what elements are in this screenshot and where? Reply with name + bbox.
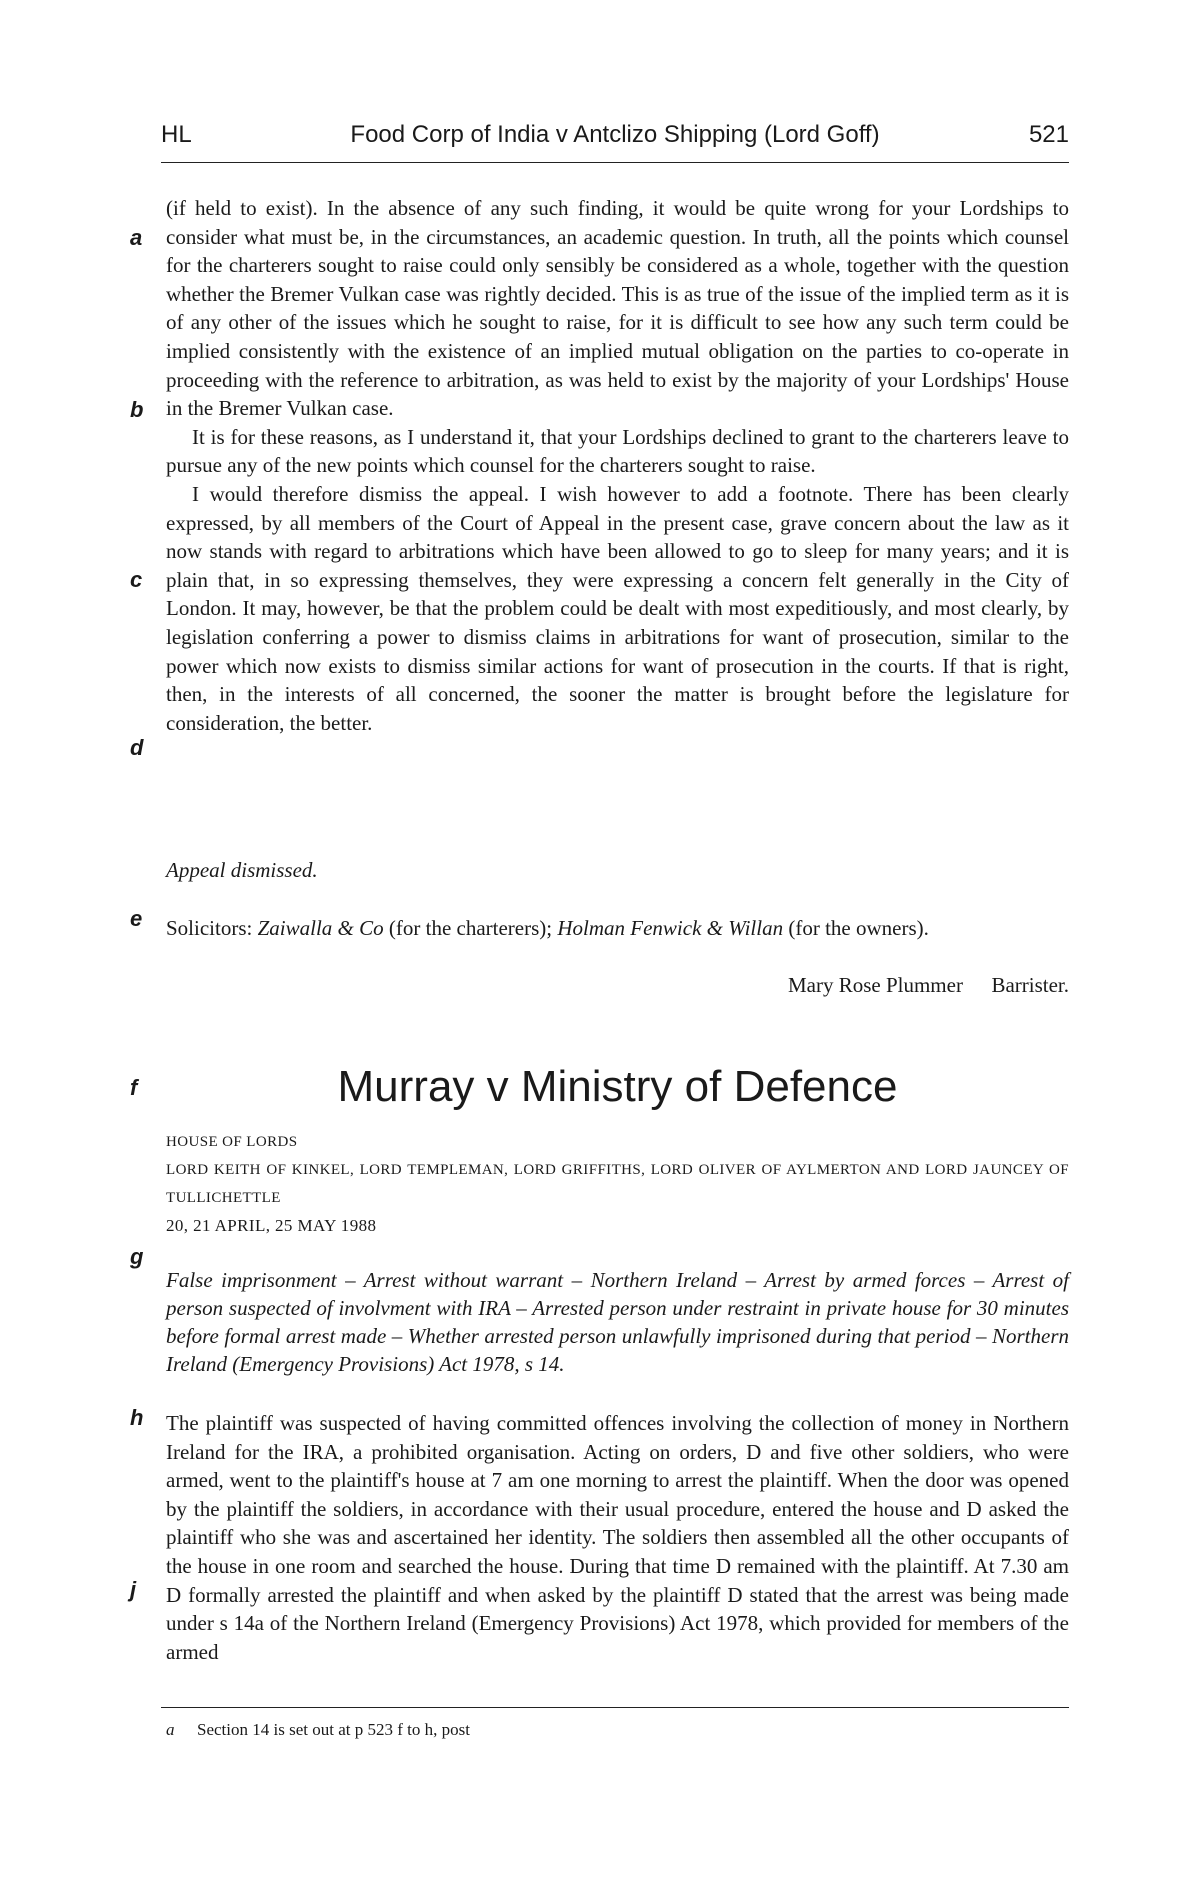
solicitors-line (166, 914, 1069, 943)
judgment-text (166, 194, 1069, 737)
margin-letter-h: h (130, 1405, 144, 1430)
solicitors-label: Solicitors: (166, 916, 253, 940)
footnote-text: Section 14 is set out at p 523 f to h, post (197, 1720, 470, 1739)
reporter-title: Barrister. (991, 973, 1069, 997)
hearing-dates: 20, 21 APRIL, 25 MAY 1988 (166, 1216, 377, 1235)
case-title: Murray v Ministry of Defence (337, 1062, 898, 1111)
running-header (161, 121, 1069, 163)
solicitor-role-charterers: (for the charterers); (388, 916, 553, 940)
catchwords-text: False imprisonment – Arrest without warrant – Northern Ireland – Arrest by armed forces – Arrest of person suspected of involvment with IRA – Arrested person under restraint in private house for 30 minutes before formal arrest made – Whether arrested person unlawfully imprisoned during that period – Northern Ireland (Emergency Provisions) Act 1978, s 14. (166, 1268, 1069, 1376)
disposition-text: Appeal dismissed. (166, 858, 318, 882)
catchwords (166, 1266, 1069, 1378)
headnote-text: The plaintiff was suspected of having committed offences involving the collection of money in Northern Ireland for the IRA, a prohibited organisation. Acting on orders, D and five other soldiers, who were armed, went to the plaintiff's house at 7 am one morning to arrest the plaintiff. When the door was opened by the plaintiff the soldiers, in accordance with their usual procedure, entered the house and D asked the plaintiff who she was and ascertained her identity. The soldiers then assembled all the other occupants of the house in one room and searched the house. During that time D remained with the plaintiff. At 7.30 am D formally arrested the plaintiff and when asked by the plaintiff D stated that the arrest was being made under s 14a of the Northern Ireland (Emergency Provisions) Act 1978, which provided for members of the armed (166, 1411, 1069, 1664)
margin-letter-g: g (130, 1244, 144, 1269)
header-case-title: Food Corp of India v Antclizo Shipping (Lord Goff) (350, 121, 880, 148)
margin-letter-c: c (130, 567, 143, 592)
judgment-paragraph: I would therefore dismiss the appeal. I wish however to add a footnote. There has been clearly expressed, by all members of the Court of Appeal in the present case, grave concern about the law as it now stands with regard to arbitrations which have been allowed to go to sleep for many years; and it is plain that, in so expressing themselves, they were expressing a concern felt generally in the City of London. It may, however, be that the problem could be dealt with most expeditiously, and most clearly, by legislation conferring a power to dismiss claims in arbitrations for want of prosecution, similar to the power which now exists to dismiss similar actions for want of prosecution in the courts. If that is right, then, in the interests of all concerned, the sooner the matter is brought before the legislature for consideration, the better. (166, 481, 1069, 735)
footnote-rule (161, 1707, 1069, 1708)
reporter-name: Mary Rose Plummer (787, 973, 963, 997)
margin-letter-a: a (130, 225, 143, 250)
reporter-line (166, 971, 1069, 1000)
judges: LORD KEITH OF KINKEL, LORD TEMPLEMAN, LORD GRIFFITHS, LORD OLIVER OF AYLMERTON AND LORD JAUNCEY OF TULLICHETTLE (166, 1162, 1069, 1206)
footnote-marker: a (166, 1720, 175, 1739)
header-page-number: 521 (1028, 121, 1069, 148)
margin-letter-j: j (130, 1577, 137, 1602)
disposition (166, 856, 1069, 885)
margin-letter-b: b (130, 397, 144, 422)
margin-letter-f: f (130, 1075, 138, 1100)
solicitor-role-owners: (for the owners). (788, 916, 929, 940)
footnote (166, 1716, 1069, 1745)
solicitor-firm-owners: Holman Fenwick & Willan (557, 916, 784, 940)
case-details (166, 1128, 1069, 1240)
margin-letter-d: d (130, 735, 144, 760)
header-rule (161, 162, 1069, 163)
margin-letter-e: e (130, 906, 143, 931)
header-court: HL (161, 121, 192, 148)
solicitor-firm-charterers: Zaiwalla & Co (257, 916, 384, 940)
judgment-paragraph: It is for these reasons, as I understand it, that your Lordships declined to grant to the charterers leave to pursue any of the new points which counsel for the charterers sought to raise. (166, 424, 1069, 478)
judgment-paragraph: (if held to exist). In the absence of any such finding, it would be quite wrong for your Lordships to consider what must be, in the circumstances, an academic question. In truth, all the points which counsel for the charterers sought to raise could only sensibly be considered as a whole, together with the question whether the Bremer Vulkan case was rightly decided. This is as true of the issue of the implied term as it is of any other of the issues which he sought to raise, for it is difficult to see how any such term could be implied consistently with the existence of an implied mutual obligation on the parties to co-operate in proceeding with the reference to arbitration, as was held to exist by the majority of your Lordships' House in the Bremer Vulkan case. (166, 196, 1069, 421)
court-name: HOUSE OF LORDS (166, 1134, 298, 1150)
headnote (166, 1409, 1069, 1666)
